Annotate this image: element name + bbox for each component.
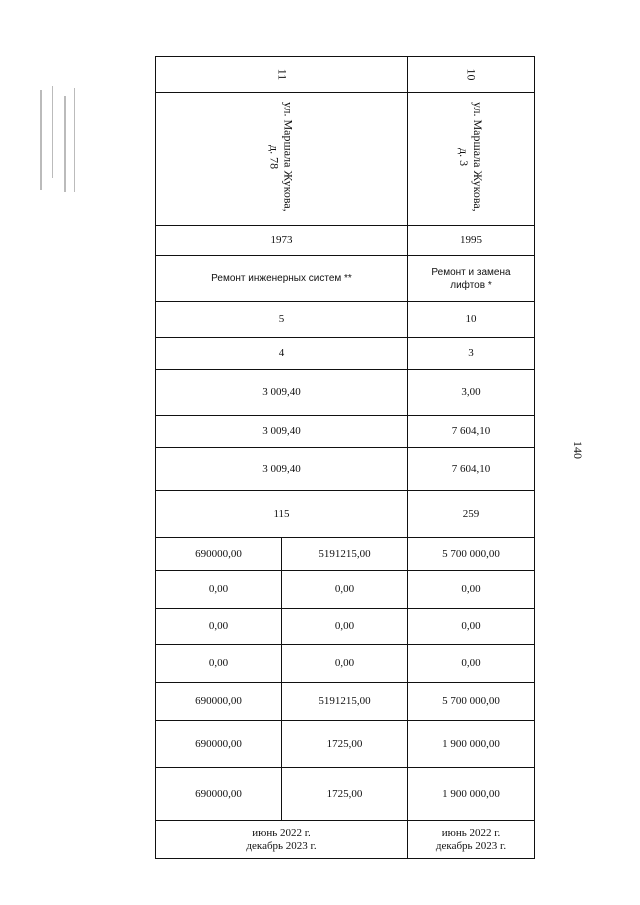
page-number: 140	[571, 441, 586, 459]
cell-cost: 690000,00	[156, 768, 282, 821]
row-work-type	[156, 256, 535, 302]
cell-count-b: 259	[408, 491, 535, 538]
row-cost-6	[156, 721, 535, 768]
cell-cost: 690000,00	[156, 683, 282, 721]
cell-num-a: 11	[156, 57, 408, 93]
row-r2	[156, 338, 535, 370]
cell-cost: 0,00	[156, 609, 282, 645]
cell-cost: 0,00	[282, 571, 408, 609]
cell-year-b: 1995	[408, 226, 535, 256]
cell-address-b: ул. Маршала Жукова, д. 3	[408, 93, 535, 226]
row-area2	[156, 416, 535, 448]
row-period	[156, 821, 535, 859]
cell-work-type-a: Ремонт инженерных систем **	[156, 256, 408, 302]
cell-cost: 0,00	[408, 645, 535, 683]
cell-r2-b: 3	[408, 338, 535, 370]
row-cost-5	[156, 683, 535, 721]
row-cost-1	[156, 538, 535, 571]
cell-cost: 690000,00	[156, 721, 282, 768]
row-cost-3	[156, 609, 535, 645]
cell-period-a: июнь 2022 г. декабрь 2023 г.	[156, 821, 408, 859]
cell-area3-b: 7 604,10	[408, 448, 535, 491]
cell-cost: 1 900 000,00	[408, 721, 535, 768]
cell-cost: 5 700 000,00	[408, 683, 535, 721]
row-cost-4	[156, 645, 535, 683]
cell-r2-a: 4	[156, 338, 408, 370]
row-cost-2	[156, 571, 535, 609]
cell-period-b: июнь 2022 г. декабрь 2023 г.	[408, 821, 535, 859]
row-number	[156, 57, 535, 93]
cell-area2-b: 7 604,10	[408, 416, 535, 448]
row-area3	[156, 448, 535, 491]
cell-r1-b: 10	[408, 302, 535, 338]
cell-cost: 0,00	[408, 571, 535, 609]
cell-cost: 5 700 000,00	[408, 538, 535, 571]
cell-cost: 0,00	[408, 609, 535, 645]
row-address	[156, 93, 535, 226]
cell-cost: 0,00	[156, 571, 282, 609]
cell-cost: 1725,00	[282, 768, 408, 821]
cell-cost: 0,00	[282, 645, 408, 683]
cell-cost: 0,00	[282, 609, 408, 645]
cell-work-type-b: Ремонт и замена лифтов *	[408, 256, 535, 302]
cell-address-a: ул. Маршала Жукова, д. 78	[156, 93, 408, 226]
cell-cost: 690000,00	[156, 538, 282, 571]
row-cost-7	[156, 768, 535, 821]
cell-cost: 1 900 000,00	[408, 768, 535, 821]
cell-cost: 0,00	[156, 645, 282, 683]
cell-area1-b: 3,00	[408, 370, 535, 416]
scan-artifact	[38, 86, 78, 196]
row-r1	[156, 302, 535, 338]
cell-year-a: 1973	[156, 226, 408, 256]
work-plan-table	[155, 56, 535, 859]
cell-cost: 5191215,00	[282, 683, 408, 721]
row-year	[156, 226, 535, 256]
cell-count-a: 115	[156, 491, 408, 538]
row-area1	[156, 370, 535, 416]
row-count	[156, 491, 535, 538]
cell-cost: 5191215,00	[282, 538, 408, 571]
cell-area2-a: 3 009,40	[156, 416, 408, 448]
cell-area3-a: 3 009,40	[156, 448, 408, 491]
cell-cost: 1725,00	[282, 721, 408, 768]
cell-r1-a: 5	[156, 302, 408, 338]
cell-num-b: 10	[408, 57, 535, 93]
cell-area1-a: 3 009,40	[156, 370, 408, 416]
